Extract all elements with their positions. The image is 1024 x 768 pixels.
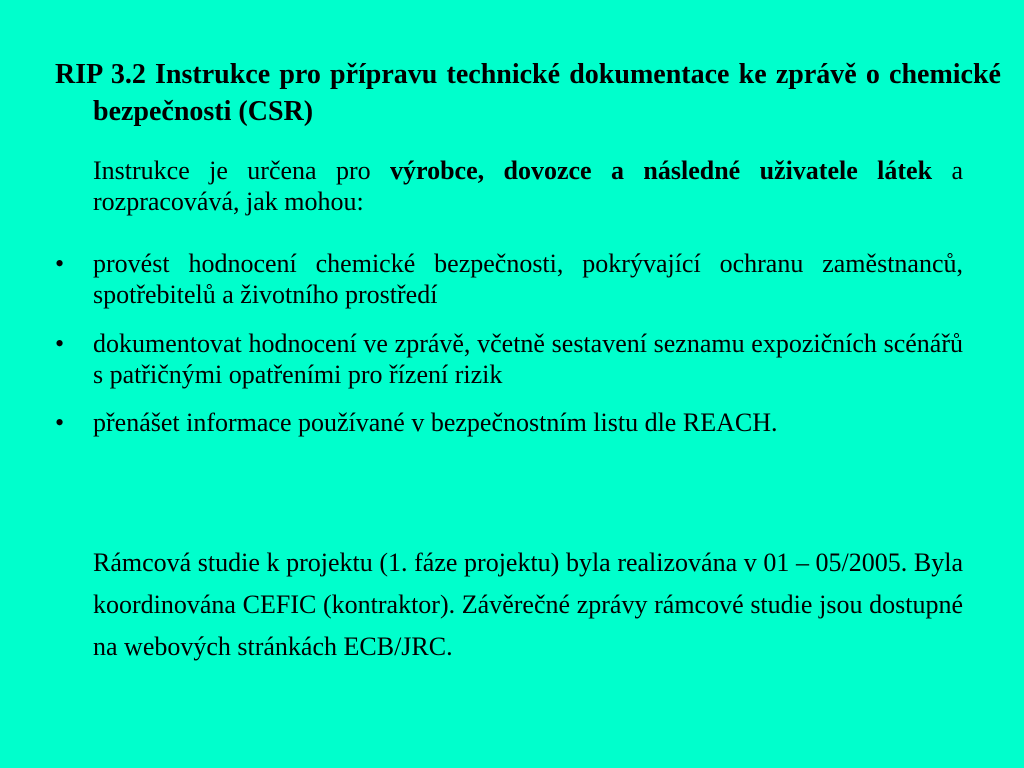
- bullet-item: [55, 402, 963, 444]
- bullet-item: [55, 328, 963, 390]
- slide-title: RIP 3.2 Instrukce pro přípravu technické dokumentace ke zprávě o chemické bezpečnosti (CSR): [55, 59, 1001, 127]
- study-paragraph: Rámcová studie k projektu (1. fáze projektu) byla realizována v 01 – 05/2005. Byla koordinována CEFIC (kontraktor). Závěrečné zprávy rámcové studie jsou dostupné na webových stránkách ECB/JRC.: [93, 548, 963, 661]
- bullet-list: [55, 248, 963, 444]
- intro-suffix: a rozpracovává, jak mohou:: [93, 156, 963, 216]
- bullet-icon: •: [55, 249, 65, 278]
- intro-prefix: Instrukce je určena pro: [93, 156, 391, 185]
- intro-paragraph: [93, 155, 963, 217]
- bullet-icon: •: [55, 329, 65, 358]
- bullet-item: [55, 248, 963, 310]
- bullet-text: dokumentovat hodnocení ve zprávě, včetně sestavení seznamu expozičních scénářů s patřičnými opatřeními pro řízení rizik: [93, 329, 963, 389]
- bullet-icon: •: [55, 408, 65, 437]
- bullet-text: přenášet informace používané v bezpečnostním listu dle REACH.: [93, 408, 778, 437]
- intro-emphasis: výrobce, dovozce a následné uživatele látek: [390, 156, 933, 185]
- bullet-text: provést hodnocení chemické bezpečnosti, pokrývající ochranu zaměstnanců, spotřebitelů a životního prostředí: [93, 249, 963, 309]
